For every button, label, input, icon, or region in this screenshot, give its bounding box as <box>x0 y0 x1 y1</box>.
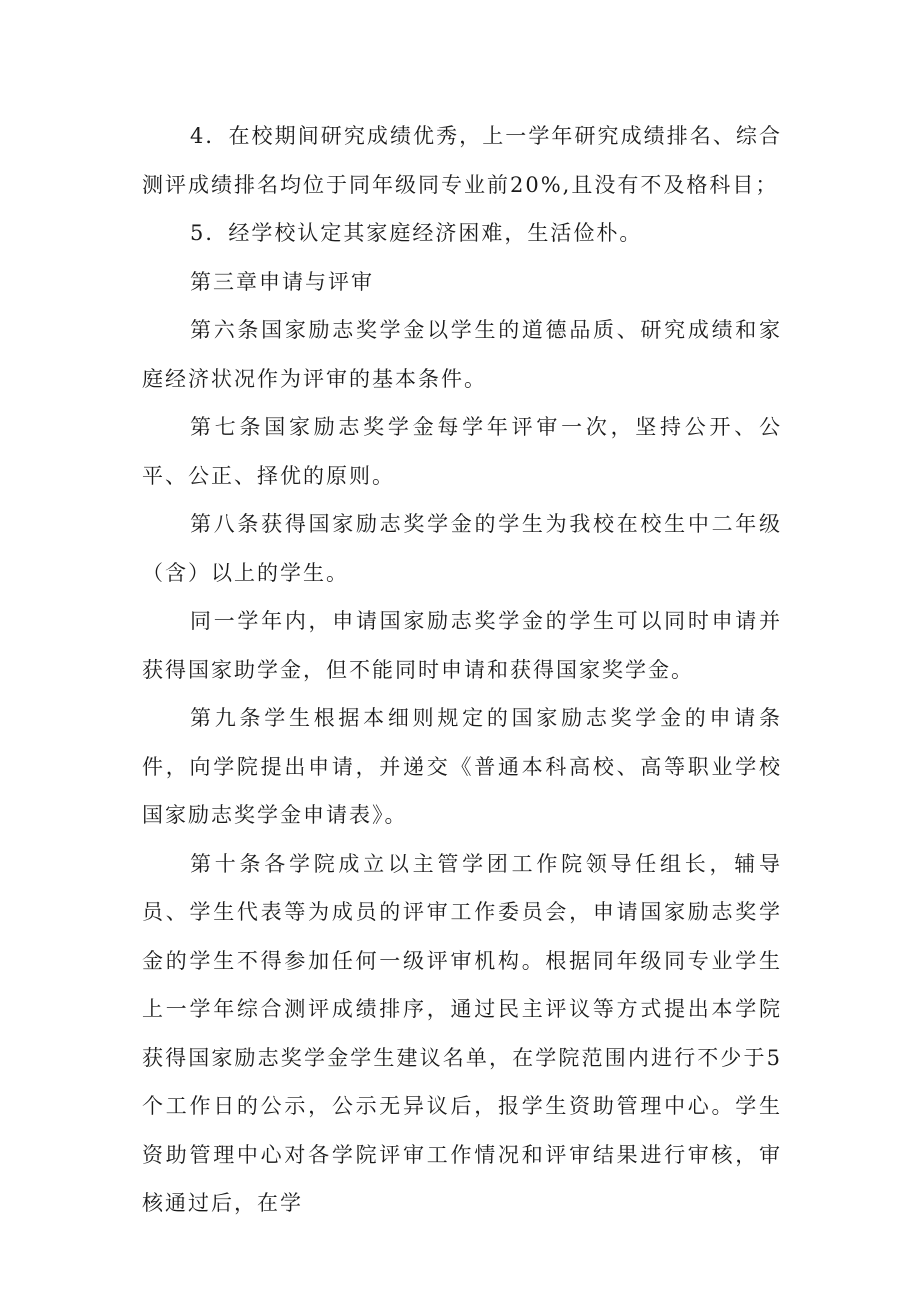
paragraph-same-year: 同一学年内，申请国家励志奖学金的学生可以同时申请并获得国家助学金，但不能同时申请和获得国家奖学金。 <box>142 609 782 682</box>
paragraph-criterion-4: 4．在校期间研究成绩优秀，上一学年研究成绩排名、综合测评成绩排名均位于同年级同专业前20%,且没有不及格科目； <box>142 124 782 197</box>
paragraph-criterion-5: 5．经学校认定其家庭经济困难，生活俭朴。 <box>190 221 643 245</box>
paragraph-article-6: 第六条国家励志奖学金以学生的道德品质、研究成绩和家庭经济状况作为评审的基本条件。 <box>142 318 782 391</box>
chapter-heading: 第三章申请与评审 <box>190 269 374 294</box>
document-body <box>142 112 782 1228</box>
paragraph-article-10: 第十条各学院成立以主管学团工作院领导任组长，辅导员、学生代表等为成员的评审工作委员会，申请国家励志奖学金的学生不得参加任何一级评审机构。根据同年级同专业学生上一学年综合测评成绩排序，通过民主评议等方式提出本学院获得国家励志奖学金学生建议名单，在学院范围内进行不少于5个工作日的公示，公示无异议后，报学生资助管理中心。学生资助管理中心对各学院评审工作情况和评审结果进行审核，审核通过后，在学 <box>142 851 782 1215</box>
paragraph-article-9: 第九条学生根据本细则规定的国家励志奖学金的申请条件，向学院提出申请，并递交《普通本科高校、高等职业学校国家励志奖学金申请表》。 <box>142 706 782 827</box>
paragraph-article-7: 第七条国家励志奖学金每学年评审一次，坚持公开、公平、公正、择优的原则。 <box>142 415 782 488</box>
paragraph-article-8: 第八条获得国家励志奖学金的学生为我校在校生中二年级（含）以上的学生。 <box>142 512 782 585</box>
